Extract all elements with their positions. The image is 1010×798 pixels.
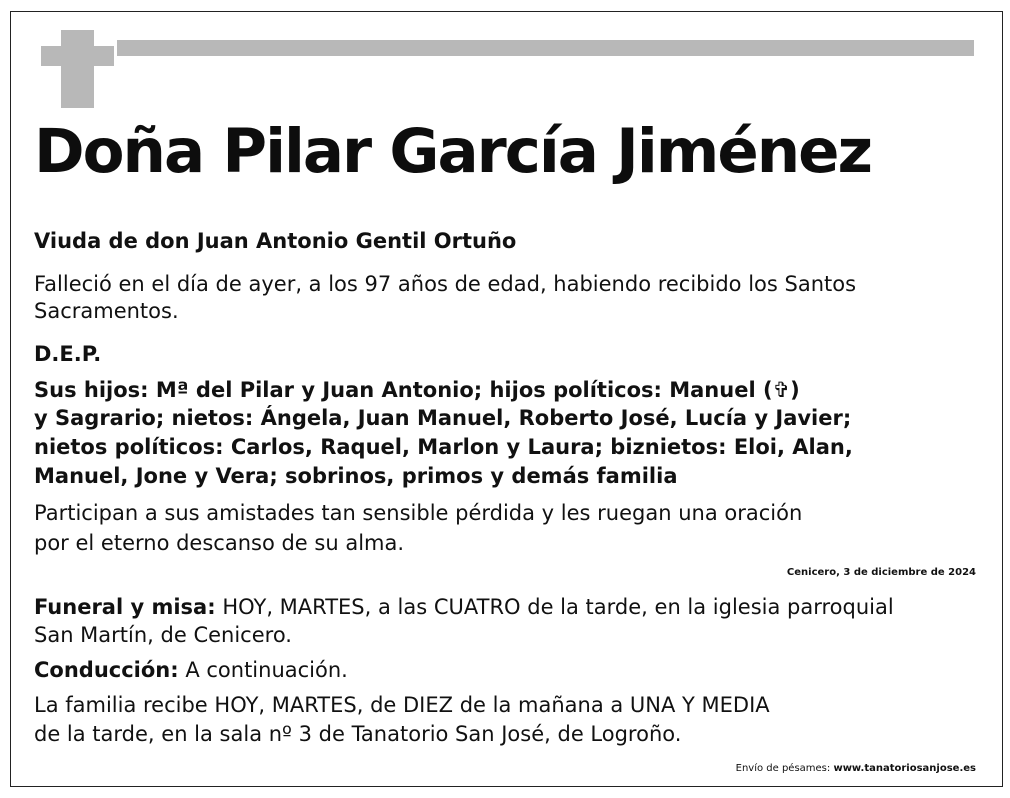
participate-line-1: Participan a sus amistades tan sensible pérdida y les ruegan una oración: [34, 501, 803, 525]
funeral-line-2: San Martín, de Cenicero.: [34, 623, 292, 647]
conduction-text: A continuación.: [178, 658, 348, 682]
condolences-link[interactable]: www.tanatoriosanjose.es: [833, 763, 976, 774]
reception-line-2: de la tarde, en la sala nº 3 de Tanatorio San José, de Logroño.: [34, 722, 682, 746]
family-line-1: Sus hijos: Mª del Pilar y Juan Antonio; hijos políticos: Manuel (✞): [34, 378, 800, 402]
conduction-label: Conducción:: [34, 658, 179, 682]
family-line-2: y Sagrario; nietos: Ángela, Juan Manuel, Roberto José, Lucía y Javier;: [34, 406, 852, 430]
header-rule: [117, 40, 974, 56]
participate-line-2: por el eterno descanso de su alma.: [34, 531, 405, 555]
death-line-2: Sacramentos.: [34, 299, 179, 323]
condolences-label: Envío de pésames:: [735, 763, 834, 774]
cross-icon: [61, 30, 94, 108]
cross-icon-arm: [41, 46, 114, 66]
funeral-label: Funeral y misa:: [34, 595, 216, 619]
place-date: Cenicero, 3 de diciembre de 2024: [786, 567, 976, 578]
conduction-line: [34, 657, 348, 684]
reception-line-1: La familia recibe HOY, MARTES, de DIEZ de la mañana a UNA Y MEDIA: [34, 693, 770, 717]
family-line-4: Manuel, Jone y Vera; sobrinos, primos y demás familia: [34, 464, 678, 488]
death-line-1: Falleció en el día de ayer, a los 97 años de edad, habiendo recibido los Santos: [34, 272, 857, 296]
funeral-line-1: [34, 594, 894, 621]
condolences-line: [34, 755, 976, 782]
widow-line: Viuda de don Juan Antonio Gentil Ortuño: [34, 229, 517, 253]
rip-text: D.E.P.: [34, 342, 102, 366]
deceased-name: Doña Pilar García Jiménez: [34, 116, 872, 187]
family-line-3: nietos políticos: Carlos, Raquel, Marlon y Laura; biznietos: Eloi, Alan,: [34, 435, 853, 459]
funeral-text: HOY, MARTES, a las CUATRO de la tarde, en la iglesia parroquial: [215, 595, 894, 619]
